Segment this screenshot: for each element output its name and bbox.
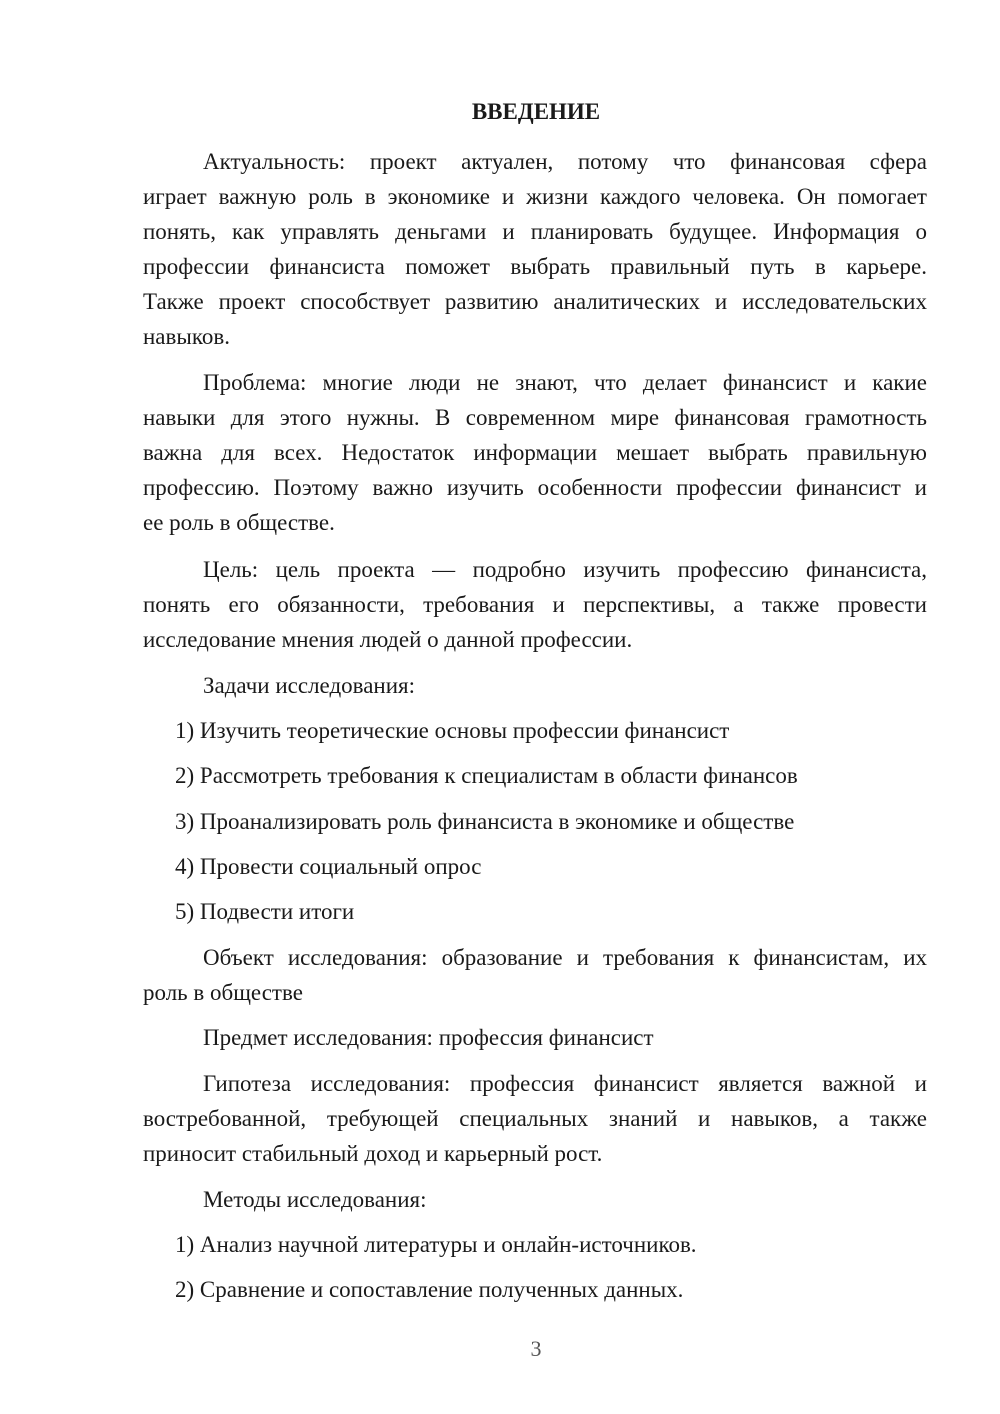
methods-heading: Методы исследования: [203,1187,427,1212]
problem-line: ее роль в обществе. [143,510,335,535]
problem-line: профессию. Поэтому важно изучить особенности профессии финансист и [143,475,927,500]
tasks-heading: Задачи исследования: [203,673,416,698]
problem-line: навыки для этого нужны. В современном мире финансовая грамотность [143,405,927,430]
relevance-line: Также проект способствует развитию аналитических и исследовательских [143,289,927,314]
object-line: роль в обществе [143,980,303,1005]
goal-line: Цель: цель проекта — подробно изучить профессию финансиста, [203,557,927,582]
relevance-line: Актуальность: проект актуален, потому что финансовая сфера [203,149,927,174]
hypothesis-line: приносит стабильный доход и карьерный рост. [143,1141,603,1166]
object-line: Объект исследования: образование и требования к финансистам, их [203,945,927,970]
hypothesis-line: востребованной, требующей специальных знаний и навыков, а также [143,1106,927,1131]
subject-line: Предмет исследования: профессия финансист [203,1025,654,1050]
hypothesis-line: Гипотеза исследования: профессия финансист является важной и [203,1071,927,1096]
problem-line: Проблема: многие люди не знают, что делает финансист и какие [203,370,927,395]
page-title: ВВЕДЕНИЕ [471,99,601,124]
goal-line: исследование мнения людей о данной профессии. [143,627,633,652]
relevance-line: профессии финансиста поможет выбрать правильный путь в карьере. [143,254,927,279]
goal-line: понять его обязанности, требования и перспективы, а также провести [143,592,927,617]
relevance-line: играет важную роль в экономике и жизни каждого человека. Он помогает [143,184,927,209]
relevance-line: понять, как управлять деньгами и планировать будущее. Информация о [143,219,927,244]
task-item: 3) Проанализировать роль финансиста в экономике и обществе [175,809,795,834]
problem-line: важна для всех. Недостаток информации мешает выбрать правильную [143,440,927,465]
method-item: 1) Анализ научной литературы и онлайн-источников. [175,1232,697,1257]
method-item: 2) Сравнение и сопоставление полученных данных. [175,1277,684,1302]
task-item: 2) Рассмотреть требования к специалистам в области финансов [175,763,798,788]
task-item: 5) Подвести итоги [175,899,355,924]
task-item: 1) Изучить теоретические основы профессии финансист [175,718,730,743]
task-item: 4) Провести социальный опрос [175,854,482,879]
page-number: 3 [530,1336,542,1361]
relevance-line: навыков. [143,324,230,349]
